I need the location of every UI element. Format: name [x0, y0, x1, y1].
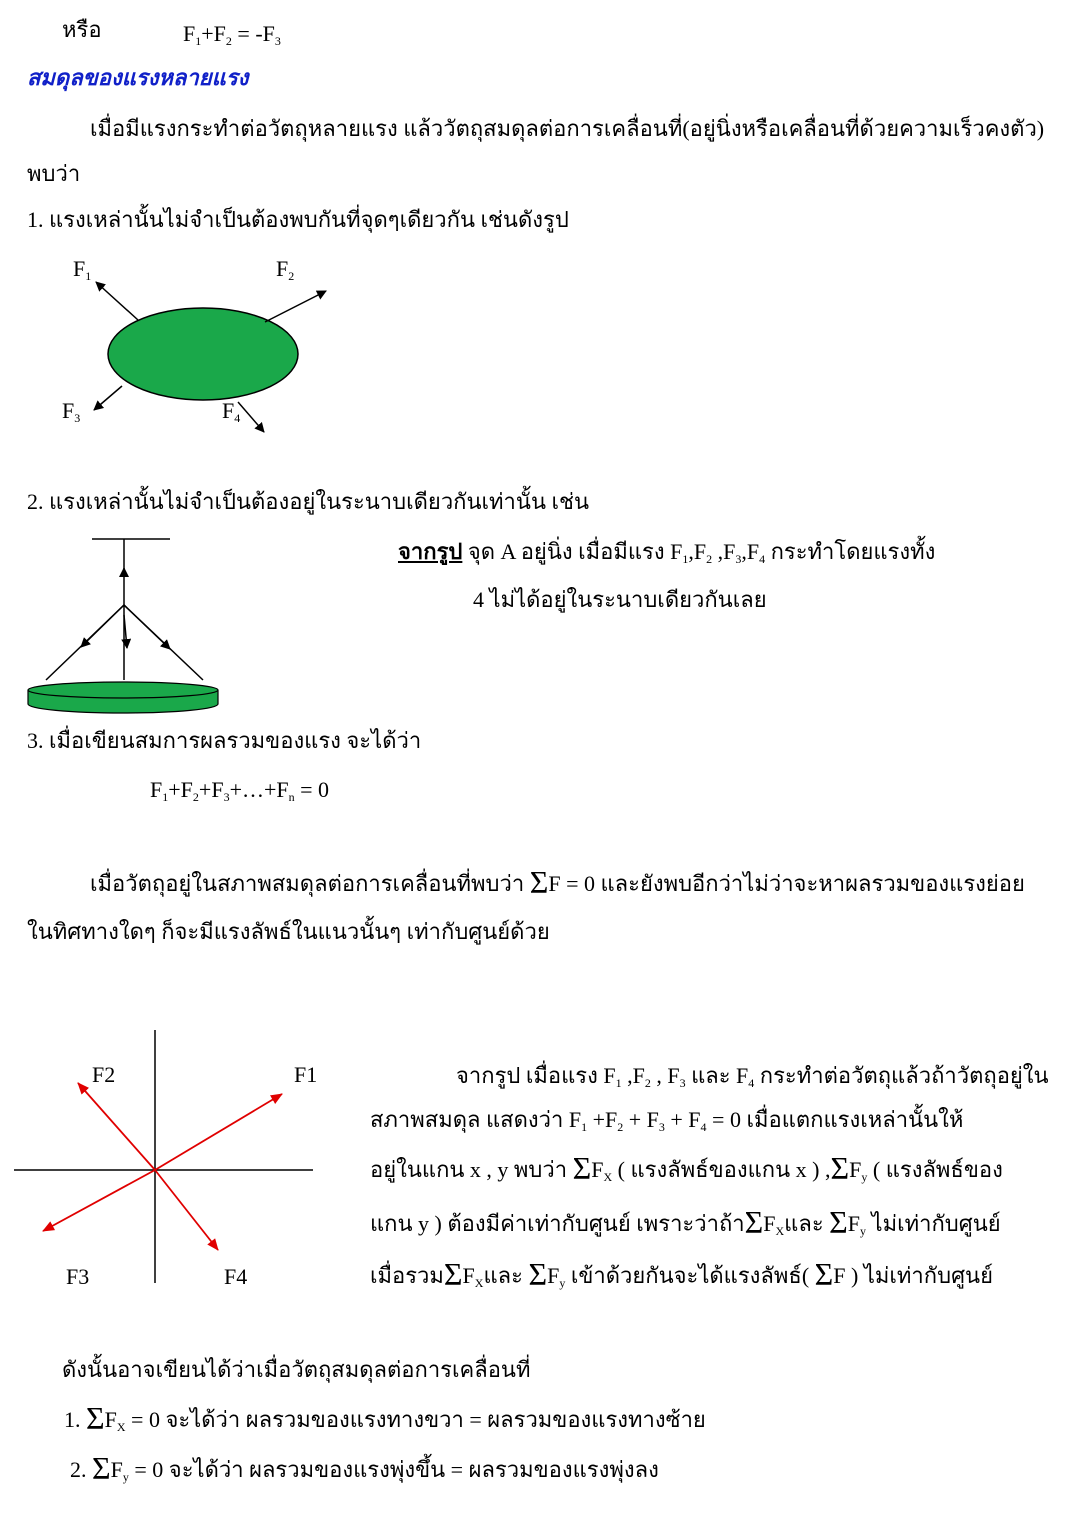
vector-f1 [155, 1094, 282, 1170]
fig3-text-line1: จากรูป เมื่อแรง $F_1$ $,F_2$ , $F_3$ และ $F_4$ กระทำต่อวัตถุแล้วถ้าวัตถุอยู่ใน [456, 1063, 1049, 1090]
para2-line2: ในทิศทางใดๆ ก็จะมีแรงลัพธ์ในแนวนั้นๆ เท่ากับศูนย์ด้วย [27, 919, 550, 944]
vector-f4 [155, 1170, 218, 1250]
fig2-caption-line2: 4 ไม่ได้อยู่ในระนาบเดียวกันเลย [473, 587, 767, 612]
section-heading: สมดุลของแรงหลายแรง [27, 65, 249, 90]
point1-text: 1. แรงเหล่านั้นไม่จำเป็นต้องพบกันที่จุดๆเดียวกัน เช่นดังรูป [27, 207, 569, 232]
point2-text: 2. แรงเหล่านั้นไม่จำเป็นต้องอยู่ในระนาบเดียวกันเท่านั้น เช่น [27, 489, 589, 514]
fig3-text-line2: สภาพสมดุล แสดงว่า $F_1 +F_2 + F_3 + F_4 = 0$ เมื่อแตกแรงเหล่านั้นให้ [370, 1107, 964, 1134]
fig1-label-f4: $F_4$ [222, 398, 241, 425]
arrow-f4 [238, 402, 264, 432]
fig3-label-f3: F3 [66, 1264, 90, 1289]
vector-f3 [43, 1170, 155, 1231]
conclusion-text: ดังนั้นอาจเขียนได้ว่าเมื่อวัตถุสมดุลต่อการเคลื่อนที่ [62, 1357, 531, 1382]
arrow-f1 [96, 282, 138, 320]
intro-line2: พบว่า [27, 161, 81, 186]
fig3-label-f4: F4 [224, 1264, 248, 1289]
arrow-f3 [94, 386, 122, 410]
para2-line1: เมื่อวัตถุอยู่ในสภาพสมดุลต่อการเคลื่อนที่พบว่า ΣF = 0 และยังพบอีกว่าไม่ว่าจะหาผลรวมของแรงย่อย [90, 864, 1025, 900]
arrow-right [124, 605, 170, 649]
plate-top [28, 682, 218, 698]
fig2-caption-line1: จากรูป จุด A อยู่นิ่ง เมื่อมีแรง $F_1,F_2$ $,F_3,F_4$ กระทำโดยแรงทั้ง [398, 539, 936, 566]
body-ellipse [108, 308, 298, 400]
rule1: 1. $\Sigma F_X = 0$ จะได้ว่า ผลรวมของแรงทางขวา = ผลรวมของแรงทางซ้าย [64, 1400, 706, 1436]
fig3-label-f2: F2 [92, 1062, 116, 1087]
rule2: 2. $\Sigma F_y = 0$ จะได้ว่า ผลรวมของแรงพุ่งขึ้น = ผลรวมของแรงพุ่งลง [70, 1450, 659, 1486]
fig3-label-f1: F1 [294, 1062, 318, 1087]
arrow-f2 [265, 291, 326, 322]
fig3-text-line4: แกน y ) ต้องมีค่าเท่ากับศูนย์ เพราะว่าถ้า$\Sigma F_X$และ $\Sigma F_y$ ไม่เท่ากับศูนย์ [370, 1204, 1001, 1240]
vector-f2 [78, 1083, 155, 1170]
sum-equation: $F_1+F_2+F_3+\dots+F_n = 0$ [150, 777, 330, 804]
or-label: หรือ [62, 17, 102, 42]
fig2-caption-label: จากรูป [398, 539, 463, 564]
fig1-label-f1: $F_1$ [73, 256, 92, 283]
fig1-label-f2: $F_2$ [276, 256, 295, 283]
fig3-text-line5: เมื่อรวม$\Sigma F_X$และ $\Sigma F_y$ เข้าด้วยกันจะได้แรงลัพธ์( ΣF ) ไม่เท่ากับศูนย์ [370, 1256, 993, 1292]
fig3-text-line3: อยู่ในแกน x , y พบว่า $\Sigma F_X$ ( แรงลัพธ์ของแกน x ) $,\Sigma F_y$ ( แรงลัพธ์ของ [370, 1150, 1003, 1186]
top-equation: $F_1+F_2 = -F_3$ [183, 21, 281, 48]
arrow-left [81, 605, 124, 647]
point3-text: 3. เมื่อเขียนสมการผลรวมของแรง จะได้ว่า [27, 728, 422, 753]
intro-line1: เมื่อมีแรงกระทำต่อวัตถุหลายแรง แล้ววัตถุสมดุลต่อการเคลื่อนที่(อยู่นิ่งหรือเคลื่อนที่ด้วยความเร็วคงตัว) [90, 116, 1045, 141]
fig1-label-f3: $F_3$ [62, 398, 81, 425]
